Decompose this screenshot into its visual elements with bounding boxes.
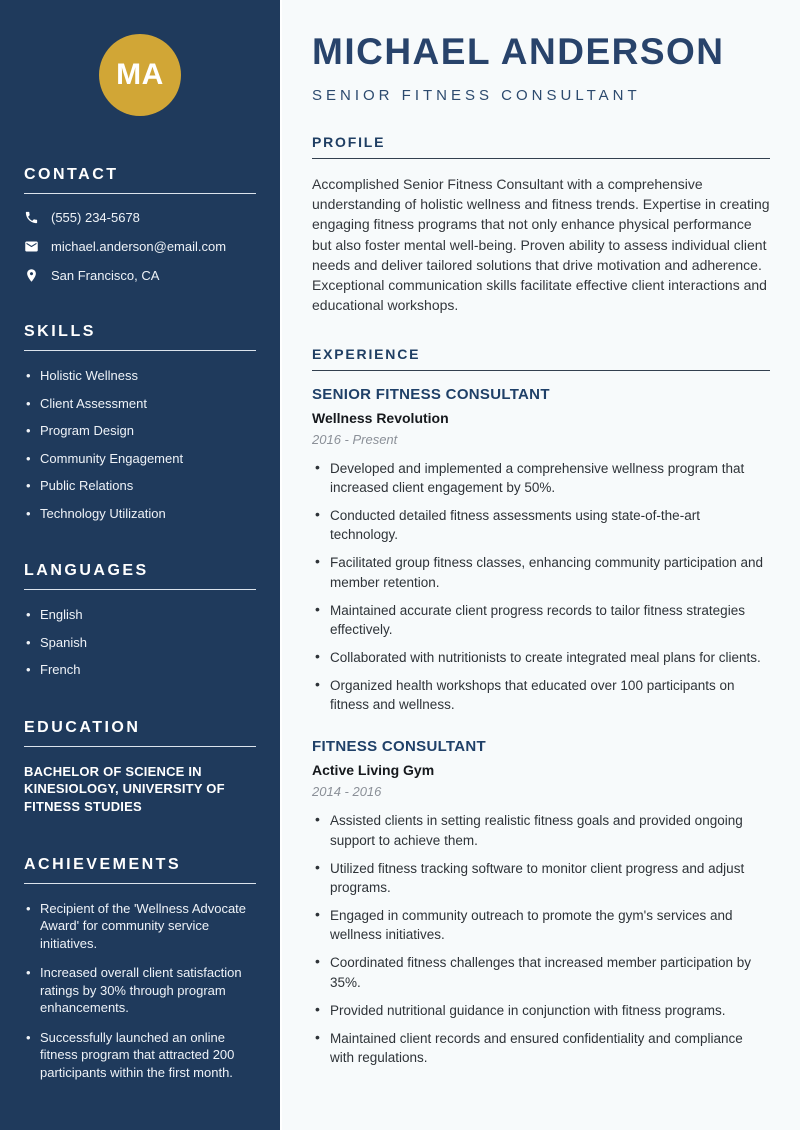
achievements-heading: ACHIEVEMENTS <box>24 856 256 884</box>
skill-item: • Program Design <box>24 422 256 440</box>
skill-item: • Public Relations <box>24 477 256 495</box>
job-bullet: • Maintained client records and ensured confidentiality and compliance with regulations. <box>312 1029 770 1067</box>
achievement-item: • Increased overall client satisfaction ratings by 30% through program enhancements. <box>24 964 256 1017</box>
job-bullet: • Conducted detailed fitness assessments using state-of-the-art technology. <box>312 506 770 544</box>
achievements-section <box>24 856 256 1082</box>
skill-item: • Client Assessment <box>24 395 256 413</box>
avatar-wrap <box>24 34 256 116</box>
contact-location <box>24 268 256 283</box>
job-bullet: • Developed and implemented a comprehensive wellness program that increased client engagement by 50%. <box>312 459 770 497</box>
language-item: • French <box>24 661 256 679</box>
job-bullet: • Collaborated with nutritionists to create integrated meal plans for clients. <box>312 648 770 667</box>
experience-heading: EXPERIENCE <box>312 346 770 371</box>
main-column <box>280 0 800 1130</box>
job-company: Active Living Gym <box>312 762 435 779</box>
person-title: SENIOR FITNESS CONSULTANT <box>312 86 641 104</box>
contact-phone <box>24 210 256 225</box>
experience-section <box>312 346 770 1067</box>
job-bullet: • Organized health workshops that educated over 100 participants on fitness and wellness. <box>312 676 770 714</box>
sidebar <box>0 0 280 1130</box>
job-bullet: • Utilized fitness tracking software to monitor client progress and adjust programs. <box>312 859 770 897</box>
job-dates: 2016 - Present <box>312 431 398 447</box>
job-dates: 2014 - 2016 <box>312 784 382 800</box>
job-bullet-list <box>312 811 770 1067</box>
education-heading: EDUCATION <box>24 719 256 747</box>
contact-email-text: michael.anderson@email.com <box>51 239 227 254</box>
job-bullet: • Facilitated group fitness classes, enhancing community participation and member retention. <box>312 553 770 591</box>
contact-heading: CONTACT <box>24 166 256 194</box>
languages-list <box>24 606 256 679</box>
language-item: • Spanish <box>24 634 256 652</box>
skill-item: • Community Engagement <box>24 450 256 468</box>
achievement-item: • Recipient of the 'Wellness Advocate Award' for community service initiatives. <box>24 900 256 953</box>
job-bullet: • Maintained accurate client progress records to tailor fitness strategies effectively. <box>312 601 770 639</box>
skills-section <box>24 323 256 522</box>
job-title: SENIOR FITNESS CONSULTANT <box>312 385 550 403</box>
email-icon <box>24 239 39 254</box>
job-bullet-list <box>312 459 770 715</box>
profile-text: Accomplished Senior Fitness Consultant with a comprehensive understanding of holistic wellness and fitness trends. Expertise in creating engaging fitness programs that not only enhance physical performance but also foster mental well-being. Proven ability to assess individual client needs and deliver tailored solutions that drive motivation and adherence. Exceptional communication skills facilitate effective client interactions and educational workshops. <box>312 175 770 314</box>
skill-item: • Holistic Wellness <box>24 367 256 385</box>
avatar <box>99 34 181 116</box>
person-name: MICHAEL ANDERSON <box>312 31 725 72</box>
skills-heading: SKILLS <box>24 323 256 351</box>
location-icon <box>24 268 39 283</box>
contact-phone-text: (555) 234-5678 <box>51 210 140 225</box>
languages-section <box>24 562 256 679</box>
skills-list <box>24 367 256 522</box>
profile-section <box>312 134 770 316</box>
job-company: Wellness Revolution <box>312 409 449 426</box>
contact-section <box>24 166 256 283</box>
skill-item: • Technology Utilization <box>24 505 256 523</box>
languages-heading: LANGUAGES <box>24 562 256 590</box>
job-bullet: • Engaged in community outreach to promote the gym's services and wellness initiatives. <box>312 906 770 944</box>
contact-location-text: San Francisco, CA <box>51 268 160 283</box>
job-entry-2 <box>312 738 770 1067</box>
job-entry-1 <box>312 386 770 715</box>
achievements-list <box>24 900 256 1082</box>
language-item: • English <box>24 606 256 624</box>
contact-email <box>24 239 256 254</box>
job-bullet: • Coordinated fitness challenges that increased member participation by 35%. <box>312 953 770 991</box>
achievement-item: • Successfully launched an online fitness program that attracted 200 participants within the first month. <box>24 1029 256 1082</box>
job-bullet: • Provided nutritional guidance in conjunction with fitness programs. <box>312 1001 770 1020</box>
job-bullet: • Assisted clients in setting realistic fitness goals and provided ongoing support to achieve them. <box>312 811 770 849</box>
phone-icon <box>24 210 39 225</box>
education-section <box>24 719 256 816</box>
education-degree: BACHELOR OF SCIENCE IN KINESIOLOGY, UNIVERSITY OF FITNESS STUDIES <box>24 763 225 815</box>
job-title: FITNESS CONSULTANT <box>312 738 487 756</box>
avatar-initials: MA <box>116 58 164 91</box>
profile-heading: PROFILE <box>312 134 770 159</box>
